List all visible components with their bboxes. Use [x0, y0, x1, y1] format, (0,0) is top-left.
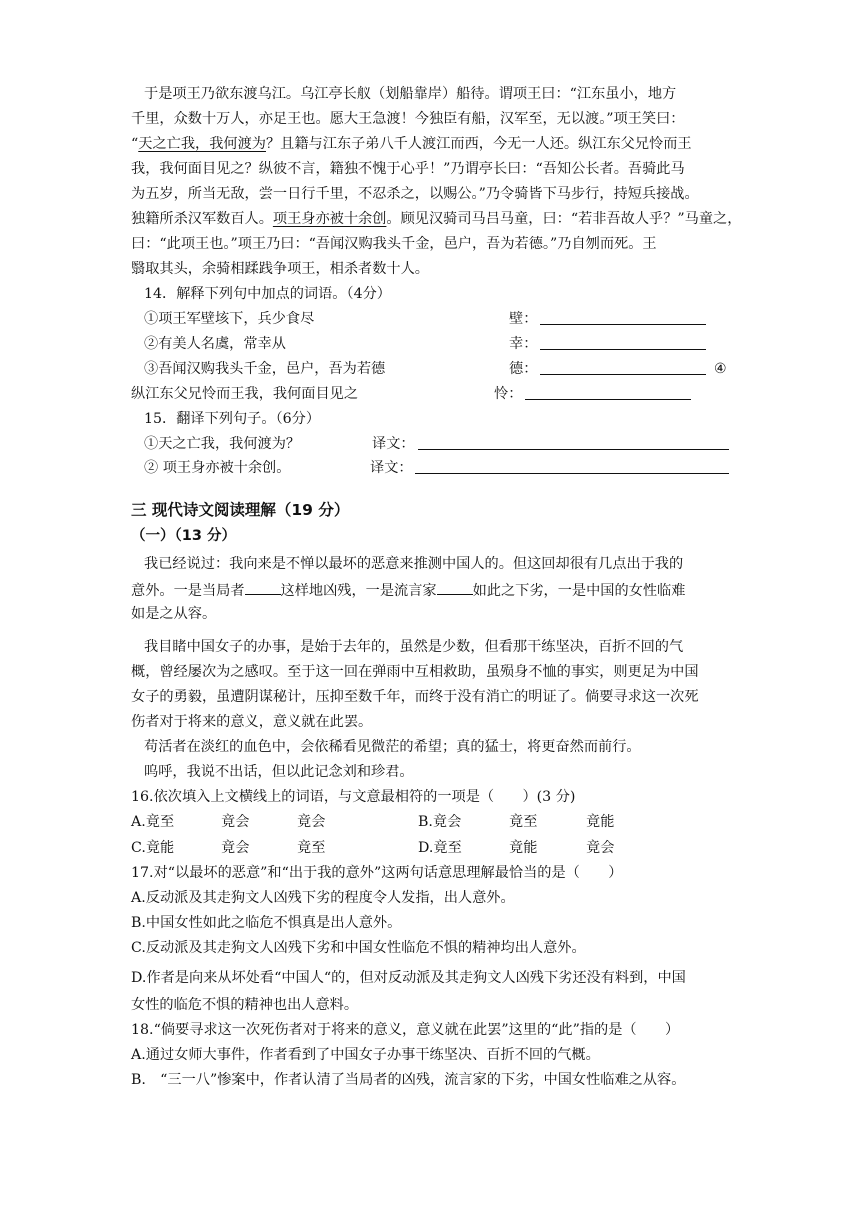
option-a-word: 竟会: [297, 814, 326, 830]
q14-item-4-marker: ④: [714, 361, 727, 377]
passage1-line: 于是项王乃欲东渡乌江。乌江亭长舣（划船靠岸）船待。谓项王曰：“江东虽小，地方: [144, 86, 677, 102]
q14-item-2: ②有美人名虞，常幸从: [144, 336, 286, 352]
option-c-word: 竟至: [297, 840, 326, 856]
q14-item-4: 纵江东父兄怜而王我，我何面目见之: [131, 386, 359, 402]
fill-blank[interactable]: [437, 580, 473, 595]
option-a[interactable]: A.反动派及其走狗文人凶残下劣的程度令人发指，出人意外。: [131, 890, 515, 906]
answer-blank[interactable]: [540, 360, 706, 375]
option-b[interactable]: B.竟会: [418, 814, 462, 830]
passage1-line: 独籍所杀汉军数百人。项王身亦被十余创。顾见汉骑司马吕马童，曰：“若非吾故人乎？”马童之，: [131, 211, 742, 227]
answer-blank[interactable]: [540, 335, 706, 350]
option-d-word: 竟能: [509, 840, 538, 856]
passage2-line: 苟活者在淡红的血色中，会依稀看见微茫的希望；真的猛士，将更奋然而前行。: [144, 739, 641, 755]
passage1-line: 为五岁，所当无敌，尝一日行千里，不忍杀之，以赐公。”乃令骑皆下马步行，持短兵接战。: [131, 186, 699, 202]
q14-item-1: ①项王军壁垓下，兵少食尽: [144, 311, 315, 327]
passage2-line: 概，曾经屡次为之感叹。至于这一回在弹雨中互相救助，虽殒身不恤的事实，则更足为中国: [131, 664, 699, 680]
q15-label-1: 译文：: [372, 436, 415, 452]
passage2-line: 如是之从容。: [131, 606, 217, 622]
passage1-line: 翳取其头，余骑相蹂践争项王，相杀者数十人。: [131, 261, 429, 277]
option-a[interactable]: A.通过女师大事件，作者看到了中国女子办事干练坚决、百折不回的气概。: [131, 1047, 600, 1063]
passage2-line: 我目睹中国女子的办事，是始于去年的，虽然是少数，但看那干练坚决，百折不回的气: [144, 639, 684, 655]
q15-item-2: ② 项王身亦被十余创。: [144, 460, 291, 476]
underlined-sentence: 天之亡我，我何渡为: [138, 136, 266, 152]
q14-item-3: ③吾闻汉购我头千金，邑户，吾为若德: [144, 361, 386, 377]
passage1-line: “天之亡我，我何渡为？且籍与江东子弟八千人渡江而西，今无一人还。纵江东父兄怜而王: [131, 136, 692, 152]
underlined-sentence: 项王身亦被十余创: [272, 211, 387, 227]
answer-blank[interactable]: [418, 435, 729, 450]
option-d[interactable]: D.作者是向来从坏处看“中国人“的，但对反动派及其走狗文人凶残下劣还没有料到，中国: [131, 970, 686, 986]
passage1-line: 我，我何面目见之？纵彼不言，籍独不愧于心乎！”乃谓亭长曰：“吾知公长者。吾骑此马: [131, 161, 685, 177]
fill-blank[interactable]: [245, 580, 281, 595]
option-b[interactable]: B.中国女性如此之临危不惧真是出人意外。: [131, 915, 402, 931]
passage2-line: 意外。一是当局者 这样地凶残，一是流言家 如此之下劣，一是中国的女性临难: [131, 580, 685, 600]
passage2-line: 我已经说过：我向来是不惮以最坏的恶意来推测中国人的。但这回却很有几点出于我的: [144, 556, 684, 572]
question-15-title: 15．翻译下列句子。（6分）: [144, 411, 321, 427]
subsection-title: （一）（13 分）: [131, 528, 236, 544]
option-b-word: 竟能: [586, 814, 615, 830]
option-d-word: 竟会: [586, 840, 615, 856]
answer-blank[interactable]: [525, 385, 691, 400]
question-18-title: 18.“倘要寻求这一次死伤者对于将来的意义，意义就在此罢”这里的“此”指的是（ ）: [131, 1022, 680, 1038]
q14-label-2: 幸：: [509, 336, 538, 352]
passage2-line: 呜呼，我说不出话，但以此记念刘和珍君。: [144, 764, 414, 780]
option-d-continued: 女性的临危不惧的精神也出人意料。: [131, 997, 359, 1013]
q14-label-4: 怜：: [494, 386, 523, 402]
q14-label-3: 德：: [509, 361, 538, 377]
passage2-line: 伤者对于将来的意义，意义就在此罢。: [131, 714, 373, 730]
question-17-title: 17.对“以最坏的恶意”和“出于我的意外”这两句话意思理解最恰当的是（ ）: [131, 865, 623, 881]
option-b-word: 竟至: [509, 814, 538, 830]
question-14-title: 14．解释下列句中加点的词语。（4分）: [144, 286, 391, 302]
option-d[interactable]: D.竟至: [418, 840, 462, 856]
section-title: 三 现代诗文阅读理解（19 分）: [131, 501, 350, 519]
passage1-line: 千里，众数十万人，亦足王也。愿大王急渡！今独臣有船，汉军至，无以渡。”项王笑曰：: [131, 111, 685, 127]
answer-blank[interactable]: [540, 310, 706, 325]
option-a-word: 竟会: [221, 814, 250, 830]
option-c[interactable]: C.反动派及其走狗文人凶残下劣和中国女性临危不惧的精神均出人意外。: [131, 940, 586, 956]
q15-item-1: ①天之亡我，我何渡为？: [144, 436, 301, 452]
q15-label-2: 译文：: [370, 460, 413, 476]
option-b[interactable]: B. “三一八”惨案中，作者认清了当局者的凶残，流言家的下劣，中国女性临难之从容。: [131, 1072, 686, 1088]
passage2-line: 女子的勇毅，虽遭阴谋秘计，压抑至数千年，而终于没有消亡的明证了。倘要寻求这一次死: [131, 689, 699, 705]
answer-blank[interactable]: [415, 459, 729, 474]
passage1-line: 曰：“此项王也。”项王乃曰：“吾闻汉购我头千金，邑户，吾为若德。”乃自刎而死。王: [131, 236, 657, 252]
question-16-title: 16.依次填入上文横线上的词语，与文意最相符的一项是（ ）(3 分): [131, 789, 576, 805]
q14-label-1: 壁：: [509, 311, 538, 327]
option-a[interactable]: A.竟至: [131, 814, 175, 830]
option-c-word: 竟会: [221, 840, 250, 856]
option-c[interactable]: C.竟能: [131, 840, 175, 856]
